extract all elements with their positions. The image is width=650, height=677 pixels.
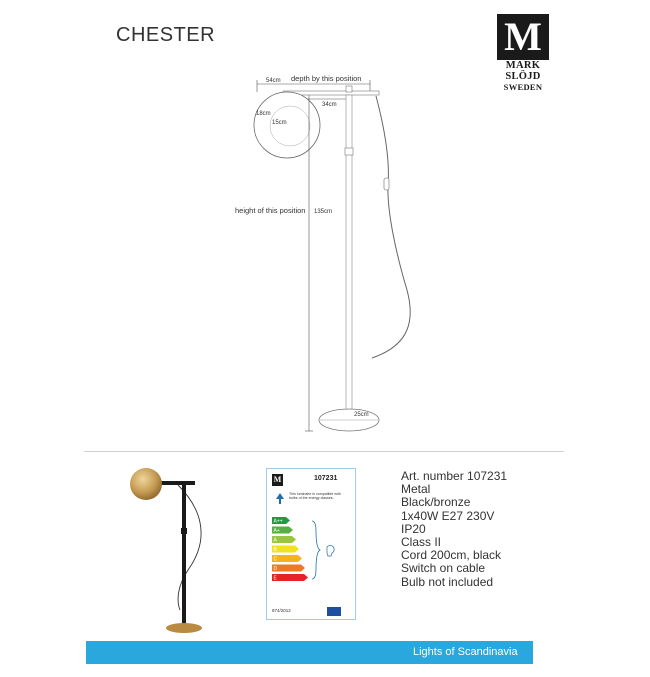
energy-label-logo: M	[273, 475, 282, 484]
spec-line: Bulb not included	[401, 574, 494, 589]
compatibility-brace	[312, 521, 320, 579]
energy-class-label: E	[273, 575, 277, 582]
bulb-outline-icon	[327, 545, 334, 556]
photo-joint	[181, 528, 187, 534]
energy-label-note: This luminaire is compatible with bulbs of the energy classes:	[289, 492, 341, 501]
cord-switch	[384, 178, 389, 190]
product-title: CHESTER	[116, 24, 216, 46]
energy-label-regulation: 874/2012	[272, 608, 291, 613]
footer-text: Lights of Scandinavia	[413, 646, 518, 658]
footer-bar	[86, 641, 533, 664]
eu-flag-icon	[327, 607, 341, 616]
energy-label	[266, 468, 356, 620]
height-label: height of this position	[235, 206, 306, 215]
spec-line: Cord 200cm, black	[401, 548, 502, 563]
photo-stem	[182, 482, 186, 625]
spec-line: Art. number 107231	[401, 469, 508, 483]
energy-class-bars	[272, 517, 362, 597]
brand-line-1: MARK	[505, 60, 541, 71]
energy-class-label: D	[273, 566, 278, 573]
energy-class-label: A+	[273, 528, 280, 535]
brand-logo-letter: M	[497, 14, 549, 60]
energy-class-label: B	[273, 547, 277, 554]
spec-line: Black/bronze	[401, 495, 471, 510]
arm-value: 34cm	[322, 102, 337, 108]
brand-line-2: SLÖJD	[505, 71, 541, 82]
base-value: 25cm	[354, 412, 369, 418]
spec-list	[401, 470, 507, 589]
brand-line-3: SWEDEN	[503, 82, 543, 92]
depth-label: depth by this position	[291, 74, 362, 83]
section-divider	[84, 451, 564, 452]
energy-class-label: A++	[273, 518, 283, 525]
height-value: 135cm	[314, 209, 333, 215]
spec-line: IP20	[401, 521, 426, 536]
photo-base	[166, 623, 202, 633]
arm-knob	[346, 86, 352, 92]
photo-shade	[130, 468, 162, 500]
spec-line: Switch on cable	[401, 561, 486, 576]
energy-class-label: C	[273, 556, 278, 563]
stem-joint	[345, 148, 353, 155]
spec-line: Class II	[401, 535, 442, 550]
shade-dim-a: 18cm	[256, 111, 271, 117]
energy-class-label: A	[273, 537, 277, 544]
bulb-icon	[275, 493, 285, 505]
energy-class-bar	[272, 574, 308, 581]
energy-label-art-number: 107231	[314, 475, 338, 482]
product-photo	[118, 460, 228, 635]
spec-line: Metal	[401, 482, 431, 497]
depth-value: 54cm	[266, 78, 281, 84]
lamp-stem	[346, 95, 352, 413]
photo-cord	[178, 485, 201, 610]
shade-dim-b: 15cm	[272, 120, 287, 126]
spec-line: 1x40W E27 230V	[401, 508, 495, 523]
energy-label-header	[272, 474, 352, 488]
lamp-cord	[372, 96, 410, 358]
